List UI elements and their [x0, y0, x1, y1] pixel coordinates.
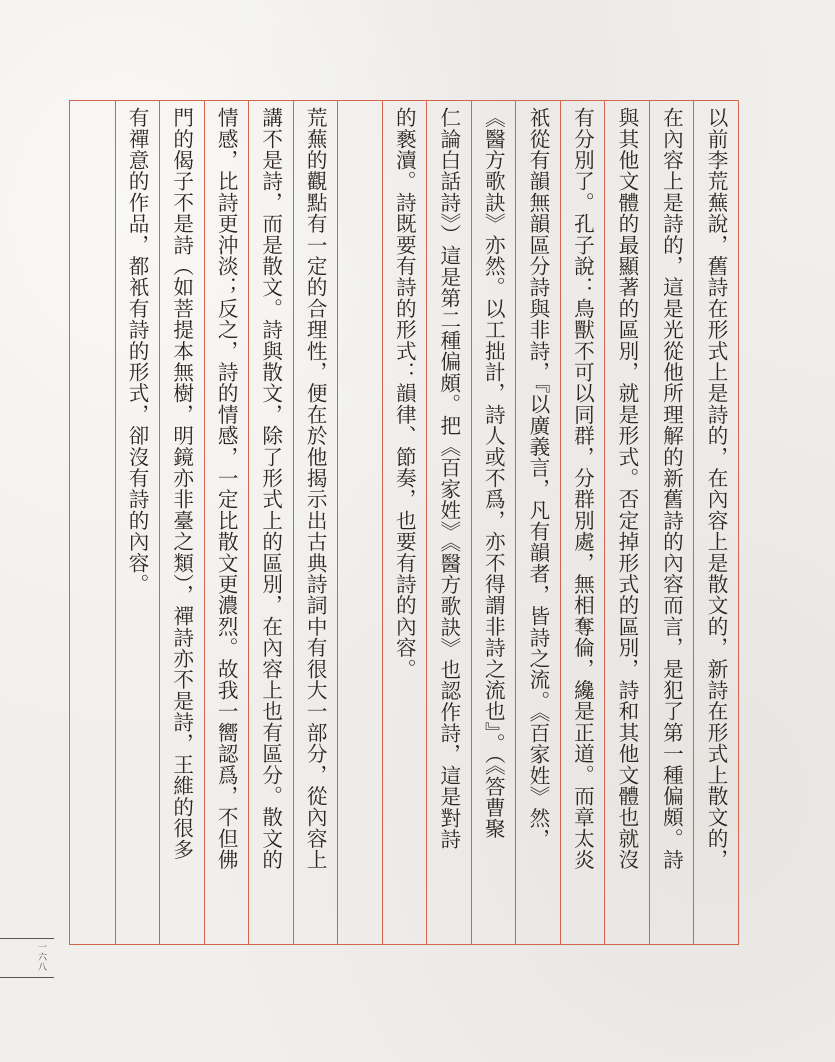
column-rule [382, 101, 383, 944]
manuscript-grid [69, 100, 739, 945]
text-column [382, 101, 427, 944]
column-text: 以前李荒蕪說，舊詩在形式上是詩的，在內容上是散文的，新詩在形式上散文的， [704, 107, 729, 871]
text-column [604, 101, 649, 944]
text-column [471, 101, 516, 944]
column-rule [471, 101, 472, 944]
text-column [693, 101, 738, 944]
column-rule [337, 101, 338, 944]
page-folio [0, 938, 54, 978]
column-text: 荒蕪的觀點有一定的合理性，便在於他揭示出古典詩詞中有很大一部分，從內容上 [303, 107, 328, 871]
page-number: 一六八 [36, 942, 46, 972]
column-text: 與其他文體的最顯著的區別，就是形式。否定掉形式的區別，詩和其他文體也就沒 [614, 107, 639, 871]
text-column [426, 101, 471, 944]
column-rule [204, 101, 205, 944]
text-column [248, 101, 293, 944]
column-rule [115, 101, 116, 944]
column-rule [248, 101, 249, 944]
column-rule [560, 101, 561, 944]
text-column [515, 101, 560, 944]
text-column [337, 101, 382, 944]
text-column [204, 101, 249, 944]
column-rule [159, 101, 160, 944]
column-rule [293, 101, 294, 944]
column-rule [604, 101, 605, 944]
column-text: 有禪意的作品，都衹有詩的形式，卻沒有詩的內容。 [125, 107, 150, 595]
folio-top-rule [0, 938, 54, 939]
folio-bottom-rule [0, 977, 54, 978]
column-text: 講不是詩，而是散文。詩與散文，除了形式上的區別，在內容上也有區分。散文的 [258, 107, 283, 871]
column-text: 《醫方歌訣》亦然。以工拙計，詩人或不爲，亦不得謂非詩之流也』。（《答曹聚 [481, 107, 506, 840]
text-column [115, 101, 160, 944]
column-text: 門的偈子不是詩（如菩提本無樹，明鏡亦非臺之類），禪詩亦不是詩，王維的很多 [169, 107, 194, 860]
text-column [560, 101, 605, 944]
column-text: 有分別了。孔子說：鳥獸不可以同群，分群別處，無相奪倫，纔是正道。而章太炎 [570, 107, 595, 871]
column-text: 祇從有韻無韻區分詩與非詩，『以廣義言，凡有韻者，皆詩之流。《百家姓》然， [525, 107, 550, 850]
column-text: 在內容上是詩的，這是光從他所理解的新舊詩的內容而言，是犯了第一種偏頗。詩 [659, 107, 684, 871]
text-column [293, 101, 338, 944]
column-rule [515, 101, 516, 944]
column-text: 的褻瀆。詩既要有詩的形式：韻律、節奏，也要有詩的內容。 [392, 107, 417, 680]
text-column [70, 101, 115, 944]
text-column [159, 101, 204, 944]
column-rule [693, 101, 694, 944]
column-text: 情感，比詩更沖淡；反之，詩的情感，一定比散文更濃烈。故我一嚮認爲，不但佛 [214, 107, 239, 871]
text-column [649, 101, 694, 944]
column-text: 仁論白話詩》）這是第二種偏頗。把《百家姓》《醫方歌訣》也認作詩，這是對詩 [436, 107, 461, 850]
column-rule [649, 101, 650, 944]
column-rule [426, 101, 427, 944]
